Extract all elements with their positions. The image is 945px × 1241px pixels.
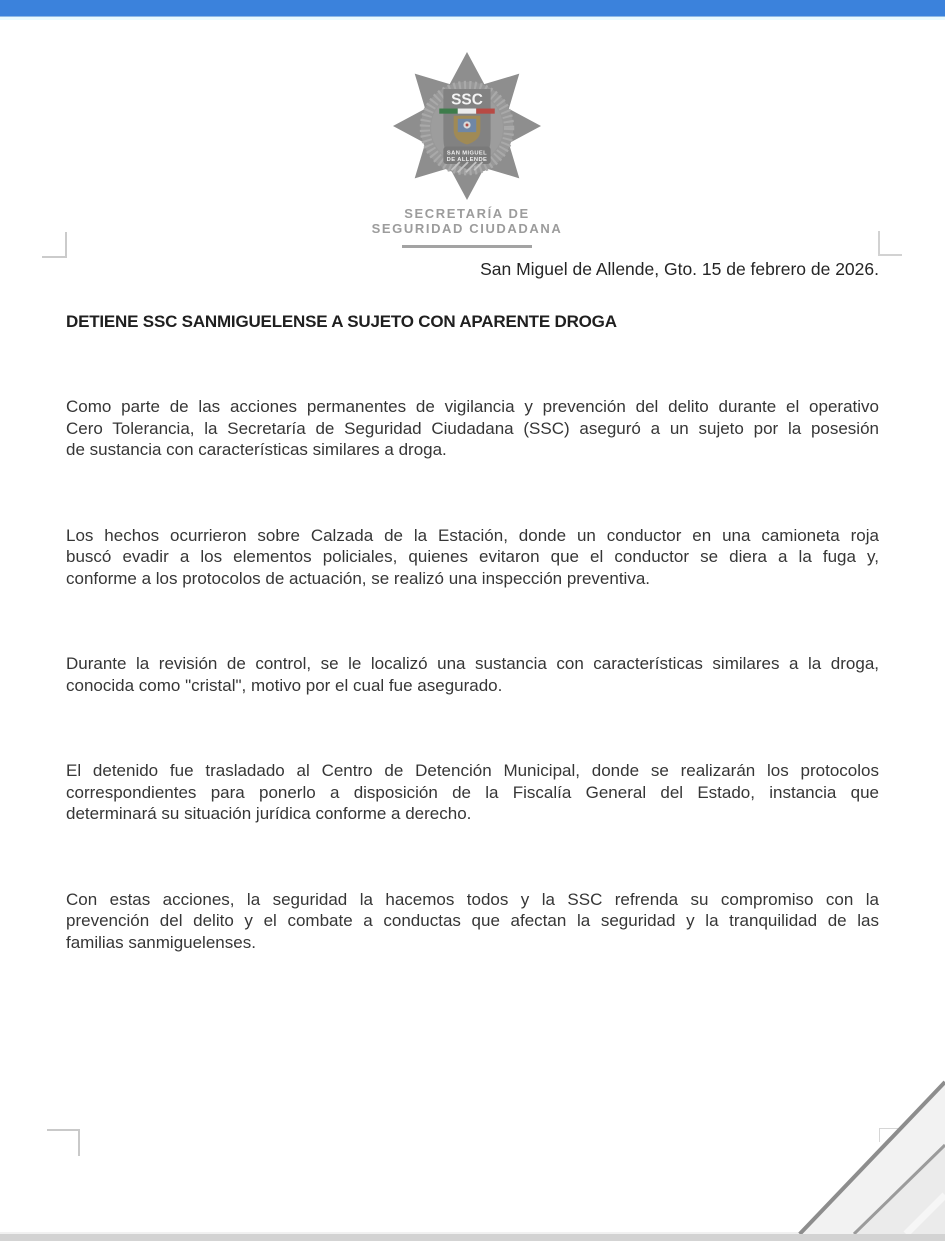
org-name-line1: SECRETARÍA DE xyxy=(404,206,530,221)
paragraph xyxy=(66,653,879,696)
corner-mark-top-left xyxy=(42,232,67,258)
paragraph xyxy=(66,396,879,461)
top-bar-glow xyxy=(0,17,945,20)
paragraph-line: de sustancia con características similares a droga. xyxy=(66,440,447,459)
paragraph-line: familias sanmiguelenses. xyxy=(66,932,256,952)
top-bar xyxy=(0,0,945,17)
paragraph-line: Como parte de las acciones permanentes de vigilancia y prevención del delito durante el operativo xyxy=(66,397,879,416)
paragraph xyxy=(66,525,879,590)
corner-stripes-decoration xyxy=(710,1006,945,1234)
paragraph-line: El detenido fue trasladado al Centro de Detención Municipal, donde se realizarán los protocolos xyxy=(66,761,879,780)
badge-ssc-label: SSC xyxy=(451,91,483,109)
badge-flag-ribbon xyxy=(439,109,495,114)
paragraph-line: correspondientes para ponerlo a disposición de la Fiscalía General del Estado, instancia que xyxy=(66,782,879,802)
letter-content xyxy=(66,258,879,1017)
paragraph-line: conforme a los protocolos de actuación, se realizó una inspección preventiva. xyxy=(66,568,651,588)
dateline: San Miguel de Allende, Gto. 15 de febrero de 2026. xyxy=(480,259,879,279)
document-body xyxy=(66,396,879,953)
paragraph xyxy=(66,760,879,825)
paragraph xyxy=(66,889,879,954)
paragraph-line: determinará su situación jurídica conforme a derecho. xyxy=(66,804,472,823)
org-underline xyxy=(402,245,532,248)
paragraph-line: Con estas acciones, la seguridad la hacemos todos y la SSC refrenda su compromiso con la xyxy=(66,889,879,909)
org-name xyxy=(0,207,934,236)
paragraph-line: Cero Tolerancia, la Secretaría de Seguridad Ciudadana (SSC) aseguró a un sujeto por la posesión xyxy=(66,418,879,438)
org-name-line2: SEGURIDAD CIUDADANA xyxy=(371,220,563,236)
paragraph-line: buscó evadir a los elementos policiales, quienes evitaron que el conductor se diera a la fuga y, xyxy=(66,547,879,566)
ssc-police-badge-icon xyxy=(393,52,541,200)
badge-city-line1: SAN MIGUEL xyxy=(446,150,488,157)
logo-block xyxy=(0,52,945,248)
badge-city-line2: DE ALLENDE xyxy=(446,156,488,163)
paragraph-line: conocida como "cristal", motivo por el cual fue asegurado. xyxy=(66,675,503,695)
paragraph-line: prevención del delito y el combate a conductas que afectan la seguridad y la tranquilidad de las xyxy=(66,911,879,930)
corner-mark-bottom-left xyxy=(47,1129,80,1156)
document-title: DETIENE SSC SANMIGUELENSE A SUJETO CON APARENTE DROGA xyxy=(66,312,617,331)
paragraph-line: Los hechos ocurrieron sobre Calzada de la Estación, donde un conductor en una camioneta roja xyxy=(66,525,879,545)
paragraph-line: Durante la revisión de control, se le localizó una sustancia con características similares a la droga, xyxy=(66,654,879,673)
corner-mark-top-right xyxy=(878,231,902,256)
